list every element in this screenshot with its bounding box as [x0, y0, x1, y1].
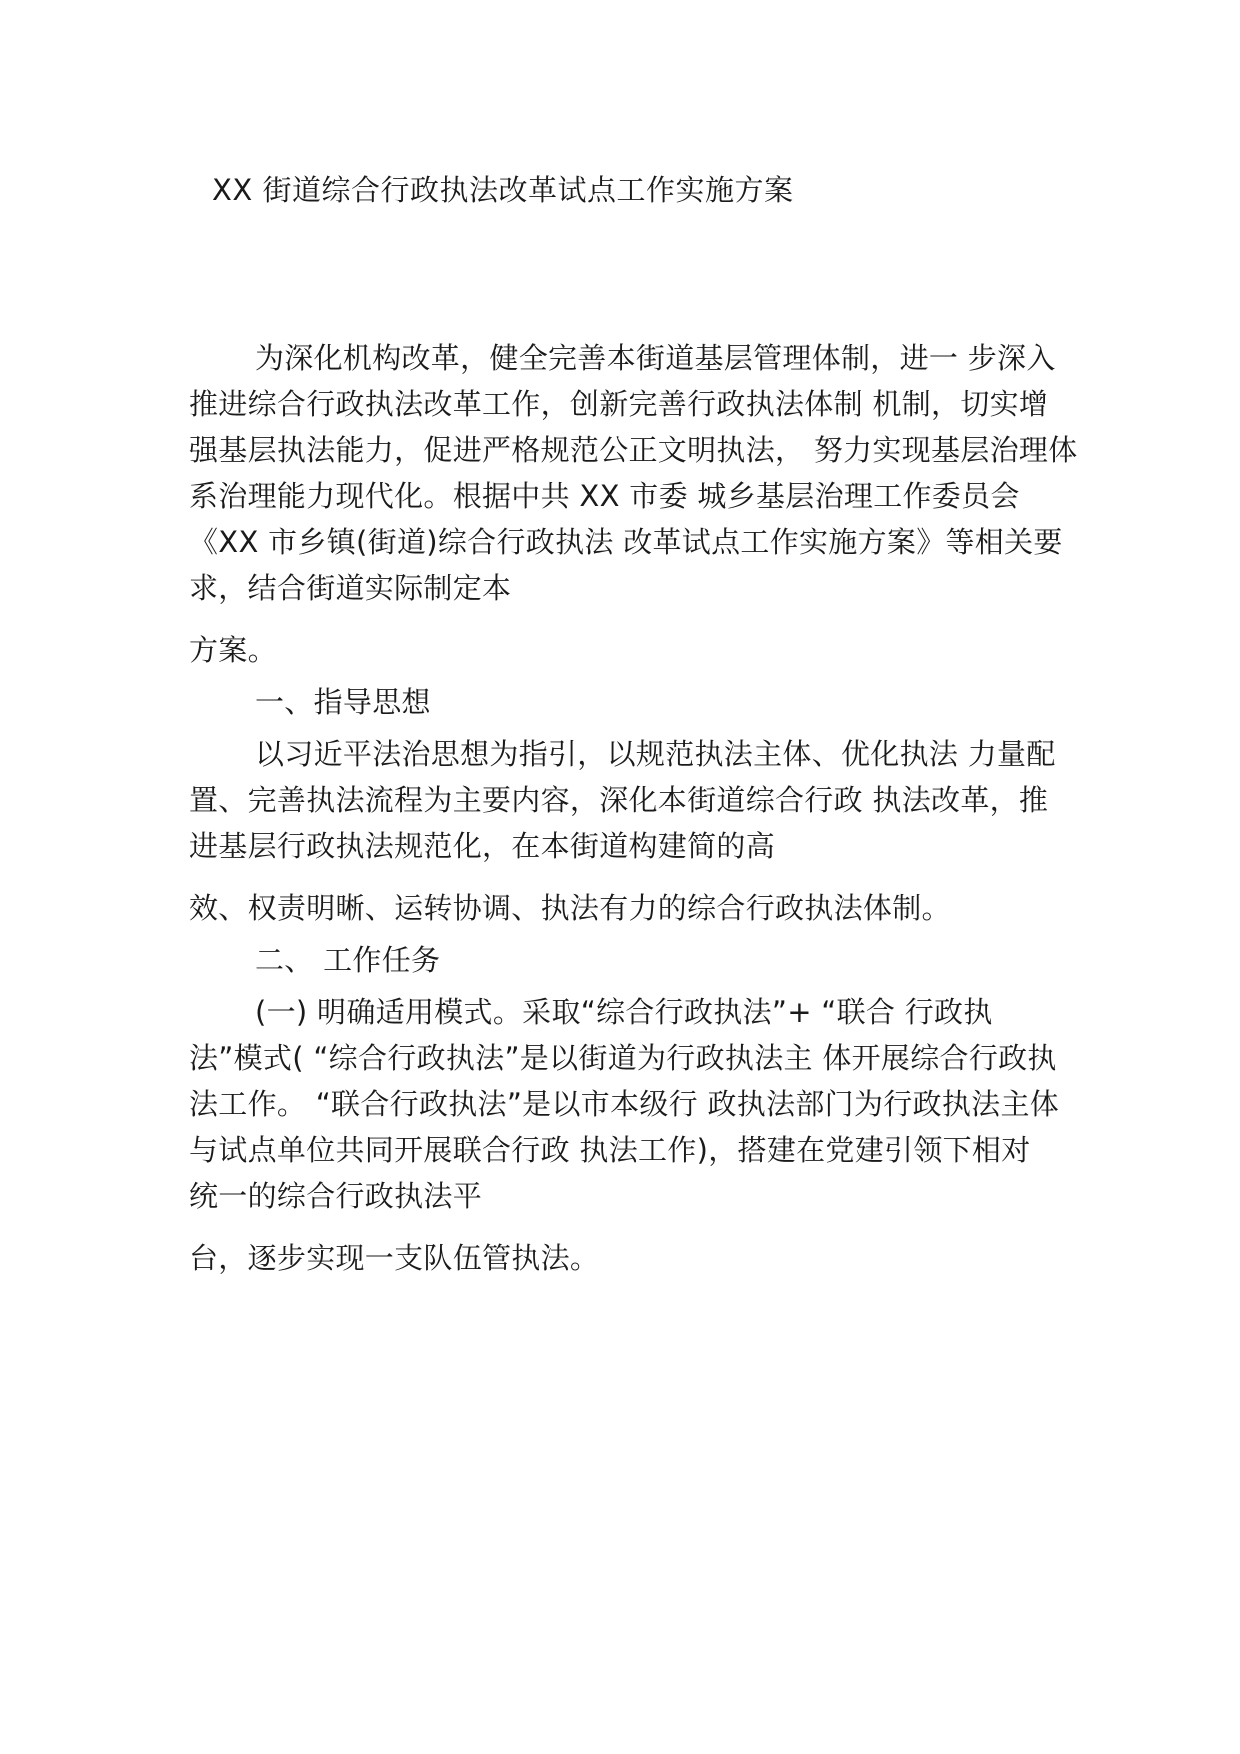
- paragraph-line: 推进综合行政执法改革工作，创新完善行政执法体制 机制，切实增: [189, 387, 1049, 421]
- paragraph-line: 效、权责明晰、运转协调、执法有力的综合行政执法体制。: [189, 891, 951, 925]
- paragraph-line: 系治理能力现代化。根据中共 XX 市委 城乡基层治理工作委员会: [189, 479, 1020, 513]
- document-title: XX 街道综合行政执法改革试点工作实施方案: [212, 173, 794, 207]
- paragraph-line: 强基层执法能力，促进严格规范公正文明执法， 努力实现基层治理体: [189, 433, 1078, 467]
- section-heading: 二、 工作任务: [255, 943, 441, 977]
- paragraph-line: 法”模式( “综合行政执法”是以街道为行政执法主 体开展综合行政执: [189, 1041, 1057, 1075]
- paragraph-line: 以习近平法治思想为指引，以规范执法主体、优化执法 力量配: [255, 737, 1056, 771]
- paragraph-line: 统一的综合行政执法平: [189, 1179, 483, 1213]
- paragraph-line: 与试点单位共同开展联合行政 执法工作)，搭建在党建引领下相对: [189, 1133, 1031, 1167]
- paragraph-line: 法工作。 “联合行政执法”是以市本级行 政执法部门为行政执法主体: [189, 1087, 1060, 1121]
- paragraph-line: 进基层行政执法规范化，在本街道构建简的高: [189, 829, 776, 863]
- paragraph-line: 台，逐步实现一支队伍管执法。: [189, 1241, 600, 1275]
- paragraph-line: 为深化机构改革，健全完善本街道基层管理体制，进一 步深入: [255, 341, 1056, 375]
- paragraph-line: (一) 明确适用模式。采取“综合行政执法”+ “联合 行政执: [255, 995, 993, 1029]
- paragraph-line: 《XX 市乡镇(街道)综合行政执法 改革试点工作实施方案》等相关要: [189, 525, 1063, 559]
- section-heading: 一、指导思想: [255, 685, 431, 719]
- paragraph-line: 方案。: [189, 633, 277, 667]
- paragraph-line: 求，结合街道实际制定本: [189, 571, 512, 605]
- paragraph-line: 置、完善执法流程为主要内容，深化本街道综合行政 执法改革，推: [189, 783, 1049, 817]
